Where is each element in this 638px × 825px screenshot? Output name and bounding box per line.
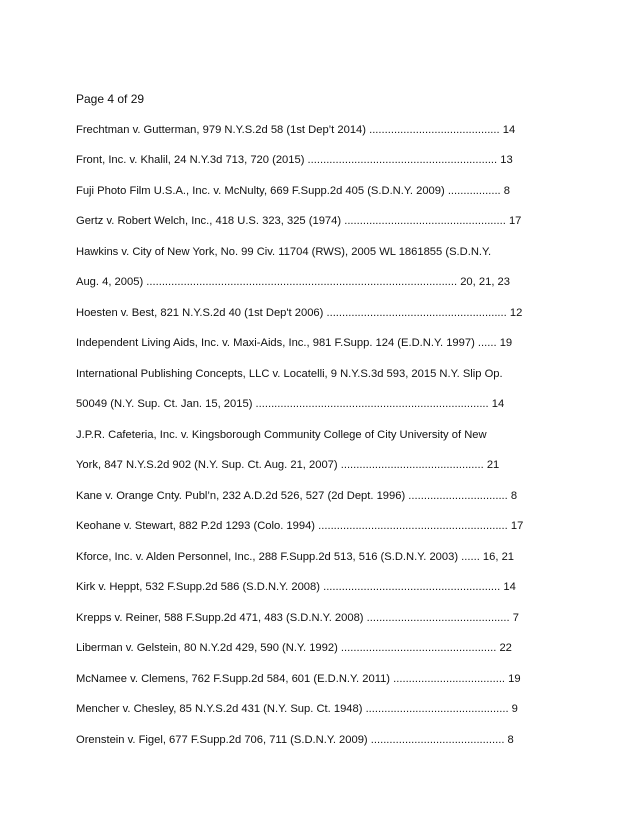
toc-entry-hoesten: Hoesten v. Best, 821 N.Y.S.2d 40 (1st Dep't 2006) .......................................................... 12 — [76, 307, 523, 319]
toc-entry-liberman: Liberman v. Gelstein, 80 N.Y.2d 429, 590 (N.Y. 1992) .................................................. 22 — [76, 642, 512, 654]
toc-entry-keohane: Keohane v. Stewart, 882 P.2d 1293 (Colo. 1994) ............................................................. 17 — [76, 520, 524, 532]
toc-entry-mencher: Mencher v. Chesley, 85 N.Y.S.2d 431 (N.Y. Sup. Ct. 1948) .............................................. 9 — [76, 703, 518, 715]
toc-entry-gertz: Gertz v. Robert Welch, Inc., 418 U.S. 323, 325 (1974) .................................................... 17 — [76, 215, 522, 227]
toc-entry-fuji: Fuji Photo Film U.S.A., Inc. v. McNulty, 669 F.Supp.2d 405 (S.D.N.Y. 2009) ................. 8 — [76, 185, 510, 197]
toc-entry-independent-living-aids: Independent Living Aids, Inc. v. Maxi-Aids, Inc., 981 F.Supp. 124 (E.D.N.Y. 1997) ...... 19 — [76, 337, 513, 349]
toc-entry-krepps: Krepps v. Reiner, 588 F.Supp.2d 471, 483 (S.D.N.Y. 2008) .............................................. 7 — [76, 612, 519, 624]
toc-entry-hawkins-continued: Aug. 4, 2005) .................................................................................................... 20, 21, 23 — [76, 276, 510, 288]
toc-entry-jpr-cafeteria: J.P.R. Cafeteria, Inc. v. Kingsborough Community College of City University of New — [76, 429, 487, 441]
toc-entry-jpr-cafeteria-continued: York, 847 N.Y.S.2d 902 (N.Y. Sup. Ct. Aug. 21, 2007) .............................................. 21 — [76, 459, 500, 471]
toc-entry-orenstein: Orenstein v. Figel, 677 F.Supp.2d 706, 711 (S.D.N.Y. 2009) ........................................... 8 — [76, 734, 514, 746]
toc-entry-front: Front, Inc. v. Khalil, 24 N.Y.3d 713, 720 (2015) ............................................................. 13 — [76, 154, 513, 166]
page-number: Page 4 of 29 — [76, 92, 145, 106]
toc-entry-international-publishing: International Publishing Concepts, LLC v. Locatelli, 9 N.Y.S.3d 593, 2015 N.Y. Slip Op. — [76, 368, 503, 380]
toc-entry-kane: Kane v. Orange Cnty. Publ’n, 232 A.D.2d 526, 527 (2d Dept. 1996) ................................ 8 — [76, 490, 518, 502]
toc-entry-international-publishing-continued: 50049 (N.Y. Sup. Ct. Jan. 15, 2015) ........................................................................... 14 — [76, 398, 505, 410]
toc-entry-frechtman: Frechtman v. Gutterman, 979 N.Y.S.2d 58 (1st Dep’t 2014) .......................................... 14 — [76, 124, 516, 136]
toc-entry-kirk: Kirk v. Heppt, 532 F.Supp.2d 586 (S.D.N.Y. 2008) ......................................................... 14 — [76, 581, 516, 593]
toc-entry-mcnamee: McNamee v. Clemens, 762 F.Supp.2d 584, 601 (E.D.N.Y. 2011) .................................... 19 — [76, 673, 521, 685]
toc-entry-kforce: Kforce, Inc. v. Alden Personnel, Inc., 288 F.Supp.2d 513, 516 (S.D.N.Y. 2003) ...... 16, 21 — [76, 551, 515, 563]
toc-entry-hawkins: Hawkins v. City of New York, No. 99 Civ. 11704 (RWS), 2005 WL 1861855 (S.D.N.Y. — [76, 246, 492, 258]
